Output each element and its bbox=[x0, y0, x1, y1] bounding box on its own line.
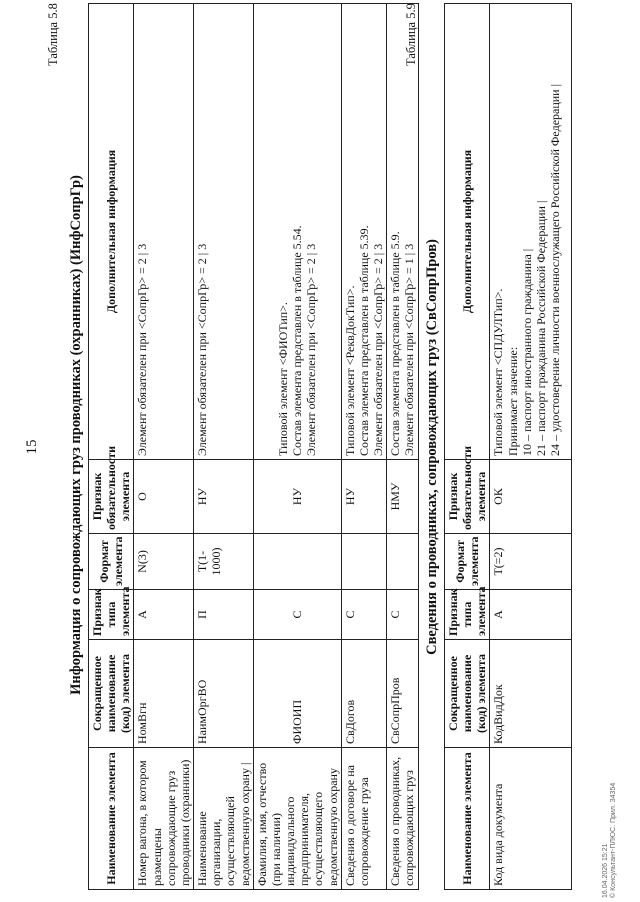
table-row bbox=[253, 4, 341, 890]
cell-code: СвДогов bbox=[341, 640, 386, 748]
info-line: Элемент обязателен при <СопрГр> = 2 | 3 bbox=[195, 243, 210, 456]
footer-stamp bbox=[602, 783, 617, 898]
info-line: Типовой элемент <ФИОТип>. bbox=[275, 302, 290, 456]
cell-format: T(1-1000) bbox=[194, 534, 254, 590]
cell-required: НУ bbox=[253, 460, 341, 534]
header-name: Наименование элемента bbox=[445, 748, 490, 890]
cell-name: Код вида документа bbox=[490, 748, 572, 890]
cell-info bbox=[253, 4, 341, 460]
cell-code: НаимОргВО bbox=[194, 640, 254, 748]
header-required: Признак обязательности элемента bbox=[445, 460, 490, 534]
table-row bbox=[134, 4, 194, 890]
info-line: 21 – паспорт гражданина Российской Федерации | bbox=[533, 200, 548, 456]
header-type: Признак типа элемента bbox=[89, 590, 134, 640]
cell-info bbox=[387, 4, 418, 460]
header-format: Формат элемента bbox=[445, 534, 490, 590]
info-line: 10 – паспорт иностранного гражданина | bbox=[519, 248, 534, 456]
cell-info bbox=[194, 4, 254, 460]
cell-required: НУ bbox=[194, 460, 254, 534]
table-header-row bbox=[89, 4, 134, 890]
table-header-row bbox=[445, 4, 490, 890]
cell-required: О bbox=[134, 460, 194, 534]
cell-name: Сведения о проводниках, сопровождающих груз bbox=[387, 748, 418, 890]
cell-name: Номер вагона, в котором размещены сопровождающие груз проводники (охранники) bbox=[134, 748, 194, 890]
table-5-9-label: Таблица 5.9 bbox=[404, 3, 418, 66]
header-type: Признак типа элемента bbox=[445, 590, 490, 640]
header-name: Наименование элемента bbox=[89, 748, 134, 890]
info-line: Элемент обязателен при <СопрГр> = 2 | 3 bbox=[371, 243, 386, 456]
info-line: Типовой элемент <РеквДокТип>. bbox=[342, 285, 357, 456]
cell-name: Сведения о договоре на сопровождение груза bbox=[341, 748, 386, 890]
header-format: Формат элемента bbox=[89, 534, 134, 590]
cell-format: T(=2) bbox=[490, 534, 572, 590]
cell-info bbox=[134, 4, 194, 460]
cell-required: НУ bbox=[341, 460, 386, 534]
info-line: Элемент обязателен при <СопрГр> = 1 | 3 bbox=[402, 243, 417, 456]
info-line: Элемент обязателен при <СопрГр> = 2 | 3 bbox=[304, 243, 319, 456]
cell-type: С bbox=[387, 590, 418, 640]
cell-code: КодВидДок bbox=[490, 640, 572, 748]
info-line: Принимает значение: bbox=[505, 346, 520, 456]
table-5-8 bbox=[88, 3, 419, 890]
cell-type: А bbox=[490, 590, 572, 640]
cell-format bbox=[253, 534, 341, 590]
info-line: Состав элемента представлен в таблице 5.39. bbox=[356, 225, 371, 456]
cell-required: НМУ bbox=[387, 460, 418, 534]
table-row bbox=[194, 4, 254, 890]
table-5-9-heading: Сведения о проводниках, сопровождающих груз (СвСопрПров) bbox=[424, 239, 440, 655]
header-code: Сокращенное наименование (код) элемента bbox=[89, 640, 134, 748]
info-line: 24 – удостоверение личности военнослужащего Российской Федерации | bbox=[548, 83, 563, 456]
table-row bbox=[387, 4, 418, 890]
cell-type: А bbox=[134, 590, 194, 640]
cell-type: С bbox=[341, 590, 386, 640]
table-row bbox=[341, 4, 386, 890]
cell-format: N(3) bbox=[134, 534, 194, 590]
cell-format bbox=[387, 534, 418, 590]
footer-date: 16.04.2026 15:21 bbox=[602, 843, 609, 898]
cell-type: С bbox=[253, 590, 341, 640]
table-5-9 bbox=[444, 3, 572, 890]
info-line: Элемент обязателен при <СопрГр> = 2 | 3 bbox=[135, 243, 150, 456]
header-info: Дополнительная информация bbox=[89, 4, 134, 460]
cell-required: ОК bbox=[490, 460, 572, 534]
header-info: Дополнительная информация bbox=[445, 4, 490, 460]
header-code: Сокращенное наименование (код) элемента bbox=[445, 640, 490, 748]
table-row bbox=[490, 4, 572, 890]
cell-code: НомВгн bbox=[134, 640, 194, 748]
info-line: Состав элемента представлен в таблице 5.54. bbox=[290, 225, 305, 456]
cell-name: Наименование организации, осуществляющей ведомственную охрану | bbox=[194, 748, 254, 890]
footer-source: © Консультант-ПЛЮС. Прил. 34354 bbox=[609, 782, 617, 898]
cell-format bbox=[341, 534, 386, 590]
info-line: Состав элемента представлен в таблице 5.9. bbox=[388, 231, 403, 456]
cell-code: СвСопрПров bbox=[387, 640, 418, 748]
cell-name: Фамилия, имя, отчество (при наличии) индивидуального предпринимателя, осуществляющего ведомственную охрану bbox=[253, 748, 341, 890]
cell-code: ФИОИП bbox=[253, 640, 341, 748]
table-5-8-heading: Информация о сопровождающих груз проводниках (охранниках) (ИнфСопрГр) bbox=[68, 175, 84, 695]
cell-info bbox=[490, 4, 572, 460]
cell-type: П bbox=[194, 590, 254, 640]
page-number: 15 bbox=[24, 439, 40, 455]
info-line: Типовой элемент <СПДУЛТип>. bbox=[491, 288, 506, 456]
cell-info bbox=[341, 4, 386, 460]
header-required: Признак обязательности элемента bbox=[89, 460, 134, 534]
table-5-8-label: Таблица 5.8 bbox=[46, 3, 60, 66]
